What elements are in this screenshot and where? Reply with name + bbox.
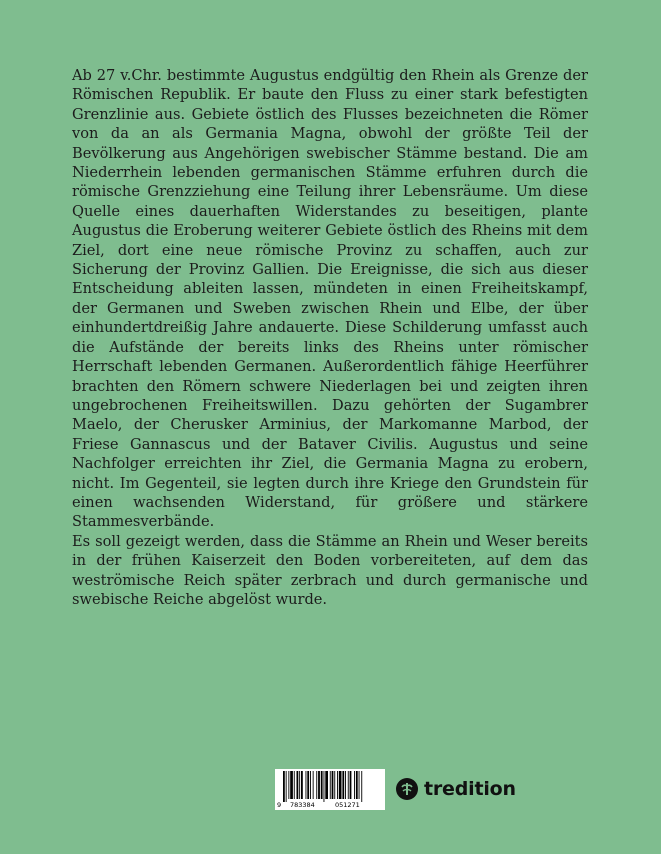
barcode-bar xyxy=(294,771,295,799)
back-cover-blurb xyxy=(72,66,588,609)
barcode-bar xyxy=(306,771,307,799)
barcode-digit-first: 9 xyxy=(277,801,282,809)
barcode-bar xyxy=(350,771,352,799)
barcode-bar xyxy=(334,771,335,799)
tredition-logo-icon xyxy=(396,778,418,800)
barcode-bar xyxy=(301,771,303,799)
barcode-bar xyxy=(354,771,355,799)
barcode-bars xyxy=(275,769,385,802)
isbn-barcode xyxy=(275,769,385,810)
barcode-bar xyxy=(339,771,342,799)
blurb-paragraph-1: Ab 27 v.Chr. bestimmte Augustus endgültig den Rhein als Grenze der Römischen Republik. Er baute den Fluss zu einer stark befestigten Grenzlinie aus. Gebiete östlich des Flusses bezeichneten die Römer von da an als Germania Magna, obwohl der größte Teil der Bevölkerung aus Angehörigen swebischer Stämme bestand. Die am Niederrhein lebenden germanischen Stämme erfuhren durch die römische Grenzziehung eine Teilung ihrer Lebensräume. Um diese Quelle eines dauerhaften Widerstandes zu beseitigen, plante Augustus die Eroberung weiterer Gebiete östlich des Rheins mit dem Ziel, dort eine neue römische Provinz zu schaffen, auch zur Sicherung der Provinz Gallien. Die Ereignisse, die sich aus dieser Entscheidung ableiten lassen, mündeten in einen Freiheitskampf, der Germanen und Sweben zwischen Rhein und Elbe, der über einhundertdreißig Jahre andauerte. Diese Schilderung umfasst auch die Aufstände der bereits links des Rheins unter römischer Herrschaft lebenden Germanen. Außerordentlich fähige Heerführer brachten den Römern schwere Niederlagen bei und zeigten ihren ungebrochenen Freiheitswillen. Dazu gehörten der Sugambrer Maelo, der Cherusker Arminius, der Markomanne Marbod, der Friese Gannascus und der Bataver Civilis. Augustus und seine Nachfolger erreichten ihr Ziel, die Germania Magna zu erobern, nicht. Im Gegenteil, sie legten durch ihre Kriege den Grundstein für einen wachsenden Widerstand, für größere und stärkere Stammesverbände. xyxy=(72,67,588,531)
barcode-bar xyxy=(290,771,293,799)
barcode-bar xyxy=(307,771,309,799)
barcode-bar xyxy=(348,771,349,799)
publisher-name: tredition xyxy=(424,778,516,800)
barcode-bar xyxy=(356,771,358,799)
barcode-bar xyxy=(342,771,344,799)
publisher-logo xyxy=(396,778,516,800)
barcode-bar xyxy=(316,771,317,799)
barcode-bar xyxy=(321,771,323,799)
barcode-bar xyxy=(318,771,320,799)
barcode-bar xyxy=(313,771,314,799)
barcode-bar xyxy=(324,771,325,802)
barcode-bar xyxy=(361,771,362,802)
barcode-bar xyxy=(359,771,360,799)
barcode-bar xyxy=(337,771,338,799)
barcode-bar xyxy=(297,771,299,799)
barcode-bar xyxy=(325,771,328,799)
barcode-bar xyxy=(286,771,287,802)
blurb-paragraph-2: Es soll gezeigt werden, dass die Stämme an Rhein und Weser bereits in der frühen Kaiserzeit den Boden vorbereiteten, auf dem das weströmische Reich später zerbrach und durch germanische und swebische Reiche abgelöst wurde. xyxy=(72,532,588,608)
barcode-bar xyxy=(345,771,346,799)
barcode-bar xyxy=(310,771,311,799)
barcode-digit-group-1: 783384 xyxy=(290,801,315,809)
barcode-digit-group-2: 051271 xyxy=(335,801,360,809)
barcode-bar xyxy=(288,771,289,799)
barcode-bar xyxy=(332,771,334,799)
barcode-bar xyxy=(299,771,300,799)
barcode-bar xyxy=(283,771,285,802)
barcode-bar xyxy=(330,771,331,799)
